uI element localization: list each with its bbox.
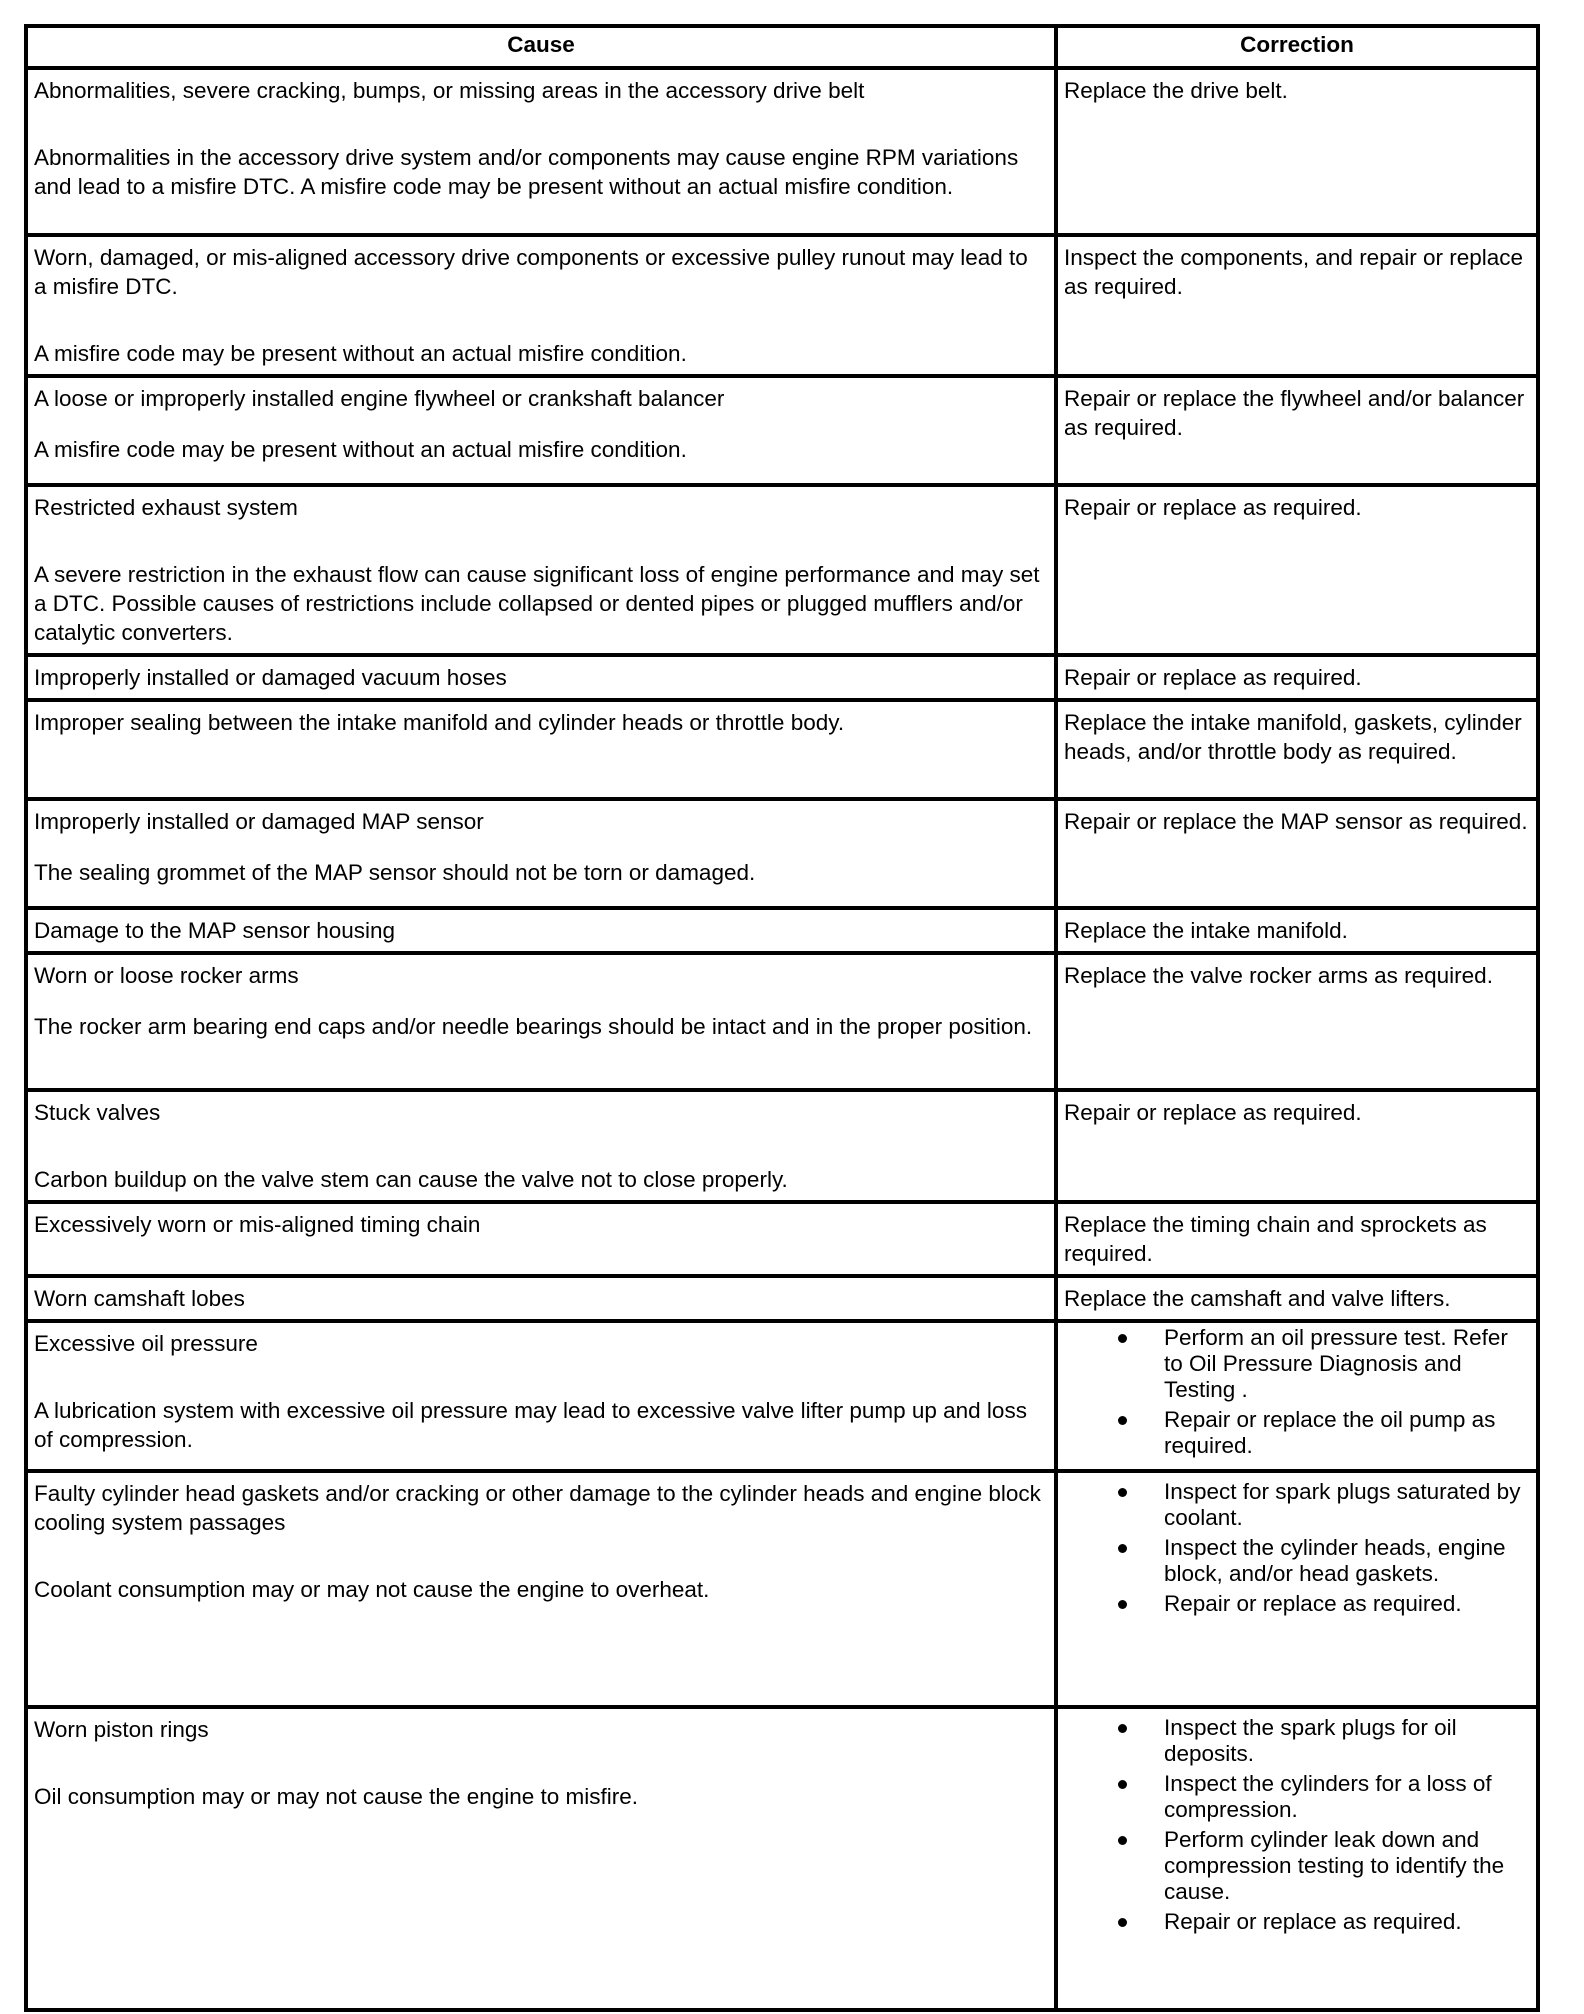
cause-cell xyxy=(26,655,1056,700)
correction-list xyxy=(1064,1479,1528,1617)
diagnosis-table xyxy=(24,24,1540,2012)
cause-title: Faulty cylinder head gaskets and/or cracking or other damage to the cylinder heads and engine block cooling system passages xyxy=(34,1481,1041,1535)
table-row xyxy=(26,1471,1538,1707)
correction-column-header: Correction xyxy=(1056,26,1538,68)
table-row xyxy=(26,655,1538,700)
list-item: Repair or replace the oil pump as required. xyxy=(1064,1407,1528,1459)
table-row xyxy=(26,1321,1538,1471)
table-row xyxy=(26,68,1538,235)
cause-note: Abnormalities in the accessory drive system and/or components may cause engine RPM variations and lead to a misfire DTC. A misfire code may be present without an actual misfire condition. xyxy=(34,145,1019,199)
cause-cell xyxy=(26,700,1056,799)
table-row xyxy=(26,1202,1538,1276)
cause-cell xyxy=(26,799,1056,908)
cause-cell xyxy=(26,1090,1056,1202)
correction-cell xyxy=(1056,1707,1538,2010)
cause-title: Worn camshaft lobes xyxy=(34,1286,245,1311)
cause-title: Worn, damaged, or mis-aligned accessory drive components or excessive pulley runout may lead to a misfire DTC. xyxy=(34,245,1028,299)
cause-cell xyxy=(26,485,1056,655)
correction-cell: Replace the timing chain and sprockets as required. xyxy=(1056,1202,1538,1276)
cause-note: Coolant consumption may or may not cause the engine to overheat. xyxy=(34,1577,710,1602)
cause-cell xyxy=(26,908,1056,953)
table-row xyxy=(26,1276,1538,1321)
cause-title: Excessively worn or mis-aligned timing chain xyxy=(34,1212,481,1237)
cause-title: Improperly installed or damaged vacuum hoses xyxy=(34,665,507,690)
correction-cell: Repair or replace the flywheel and/or balancer as required. xyxy=(1056,376,1538,485)
correction-cell: Repair or replace as required. xyxy=(1056,485,1538,655)
cause-title: Worn or loose rocker arms xyxy=(34,963,299,988)
cause-note: Oil consumption may or may not cause the engine to misfire. xyxy=(34,1784,639,1809)
table-row xyxy=(26,376,1538,485)
cause-title: Worn piston rings xyxy=(34,1717,209,1742)
cause-title: Damage to the MAP sensor housing xyxy=(34,918,396,943)
cause-cell xyxy=(26,1321,1056,1471)
correction-list xyxy=(1064,1325,1528,1459)
correction-cell: Replace the camshaft and valve lifters. xyxy=(1056,1276,1538,1321)
cause-title: Improperly installed or damaged MAP sensor xyxy=(34,809,484,834)
cause-note: The sealing grommet of the MAP sensor should not be torn or damaged. xyxy=(34,860,756,885)
correction-cell: Repair or replace as required. xyxy=(1056,655,1538,700)
cause-cell xyxy=(26,68,1056,235)
cause-title: Abnormalities, severe cracking, bumps, or missing areas in the accessory drive belt xyxy=(34,78,865,103)
table-row xyxy=(26,1707,1538,2010)
table-header-row xyxy=(26,26,1538,68)
cause-title: Excessive oil pressure xyxy=(34,1331,258,1356)
list-item: Repair or replace as required. xyxy=(1064,1909,1528,1935)
correction-cell: Repair or replace the MAP sensor as required. xyxy=(1056,799,1538,908)
list-item: Inspect the cylinder heads, engine block, and/or head gaskets. xyxy=(1064,1535,1528,1587)
cause-title: A loose or improperly installed engine flywheel or crankshaft balancer xyxy=(34,386,725,411)
cause-cell xyxy=(26,1707,1056,2010)
list-item: Inspect the spark plugs for oil deposits. xyxy=(1064,1715,1528,1767)
cause-cell xyxy=(26,1202,1056,1276)
list-item: Inspect the cylinders for a loss of compression. xyxy=(1064,1771,1528,1823)
correction-cell: Replace the intake manifold. xyxy=(1056,908,1538,953)
table-row xyxy=(26,235,1538,376)
cause-note: A misfire code may be present without an actual misfire condition. xyxy=(34,437,687,462)
correction-cell xyxy=(1056,1471,1538,1707)
list-item: Perform an oil pressure test. Refer to Oil Pressure Diagnosis and Testing . xyxy=(1064,1325,1528,1403)
cause-note: A lubrication system with excessive oil pressure may lead to excessive valve lifter pump up and loss of compression. xyxy=(34,1398,1027,1452)
correction-cell: Replace the valve rocker arms as required. xyxy=(1056,953,1538,1090)
table-row xyxy=(26,953,1538,1090)
cause-cell xyxy=(26,1471,1056,1707)
cause-cell xyxy=(26,1276,1056,1321)
cause-cell xyxy=(26,376,1056,485)
correction-cell: Inspect the components, and repair or replace as required. xyxy=(1056,235,1538,376)
list-item: Perform cylinder leak down and compression testing to identify the cause. xyxy=(1064,1827,1528,1905)
cause-note: The rocker arm bearing end caps and/or needle bearings should be intact and in the proper position. xyxy=(34,1014,1033,1039)
correction-list xyxy=(1064,1715,1528,1935)
cause-title: Restricted exhaust system xyxy=(34,495,298,520)
table-row xyxy=(26,908,1538,953)
correction-cell xyxy=(1056,1321,1538,1471)
table-row xyxy=(26,700,1538,799)
cause-note: A misfire code may be present without an actual misfire condition. xyxy=(34,341,687,366)
cause-note: A severe restriction in the exhaust flow can cause significant loss of engine performance and may set a DTC. Possible causes of restrictions include collapsed or dented pipes or plugged mufflers and/or catalytic converters. xyxy=(34,562,1040,645)
correction-cell: Replace the intake manifold, gaskets, cylinder heads, and/or throttle body as required. xyxy=(1056,700,1538,799)
table-row xyxy=(26,1090,1538,1202)
list-item: Repair or replace as required. xyxy=(1064,1591,1528,1617)
list-item: Inspect for spark plugs saturated by coolant. xyxy=(1064,1479,1528,1531)
cause-cell xyxy=(26,953,1056,1090)
cause-title: Stuck valves xyxy=(34,1100,161,1125)
table-row xyxy=(26,799,1538,908)
cause-column-header: Cause xyxy=(26,26,1056,68)
cause-note: Carbon buildup on the valve stem can cause the valve not to close properly. xyxy=(34,1167,788,1192)
correction-cell: Replace the drive belt. xyxy=(1056,68,1538,235)
table-row xyxy=(26,485,1538,655)
cause-title: Improper sealing between the intake manifold and cylinder heads or throttle body. xyxy=(34,710,845,735)
correction-cell: Repair or replace as required. xyxy=(1056,1090,1538,1202)
cause-cell xyxy=(26,235,1056,376)
